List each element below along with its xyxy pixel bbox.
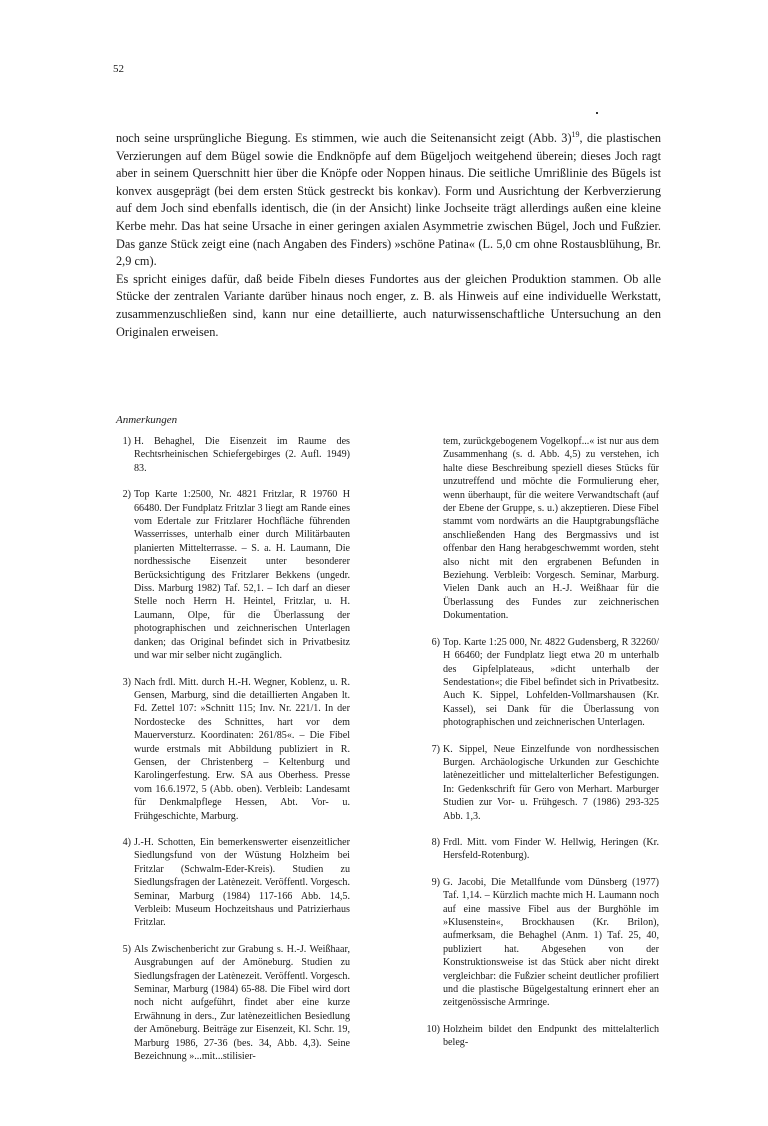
- note-3: [116, 676, 350, 823]
- note-number: 7): [431, 743, 440, 755]
- note-number: 5): [122, 943, 131, 955]
- note-number: 9): [431, 876, 440, 888]
- note-6: [425, 636, 659, 730]
- paragraph-1-text: noch seine ursprüngliche Biegung. Es stimmen, wie auch die Seitenansicht zeigt (Abb. 3): [116, 131, 572, 145]
- note-9: [425, 876, 659, 1010]
- paragraph-1-text-cont: , die plastischen Verzierungen auf dem Bügel sowie die Endknöpfe auf dem Bügeljoch weitgehend überein; dieses Joch ragt aber in seinem Querschnitt hier über die Knöpfe oder Noppen hinaus. Die seitliche Umrißlinie des Bügels ist konvex ausgeprägt (bei dem ersten Stück gestreckt bis konkav). Form und Ausrichtung der Kerbverzierung auf dem Joch sind ebenfalls identisch, die (in der Ansicht) linke Jochseite trägt allerdings außen eine kleine Kerbe mehr. Das hat seine Ursache in einer geringen axialen Asymmetrie zwischen Bügel, Joch und Fußzier. Das ganze Stück zeigt eine (nach Angaben des Finders) »schöne Patina« (L. 5,0 cm ohne Rostausblühung, Br. 2,9 cm).: [116, 131, 661, 269]
- notes-right-column: [425, 435, 659, 1063]
- note-7: [425, 743, 659, 823]
- note-text: Nach frdl. Mitt. durch H.-H. Wegner, Koblenz, u. R. Gensen, Marburg, sind die detaillierten Angaben lt. Fd. Zettel 107: »Schnitt 115; Inv. Nr. 221/1. In der Nordostecke des Schnittes, hart vor dem Mauerversturz. Koordinaten: 261/85«. – Die Fibel wurde erstmals mit Abbildung publiziert in R. Gensen, der Christenberg – Keltenburg und Karolingerfestung. Erw. SA aus Oberhess. Presse vom 16.6.1972, 5 (Abb. oben). Verbleib: Landesamt für Denkmalpflege Hessen, Abt. Vor- u. Frühgeschichte, Marburg.: [134, 676, 350, 822]
- page-number: 52: [113, 63, 124, 75]
- note-text: G. Jacobi, Die Metallfunde vom Dünsberg (1977) Taf. 1,14. – Kürzlich machte mich H. Laumann noch auf eine massive Fibel aus der Burghöhle im »Klusenstein«, Brockhausen (Kr. Brilon), aufmerksam, die Behaghel (Anm. 1) Taf. 25, 40, publiziert hat. Abgesehen von der Konstruktionsweise ist das Stück aber nicht direkt vergleichbar: die Fußzier scheint deutlicher profiliert und die plastische Bügelgestaltung erinnert eher an zeitgenössische Armringe.: [443, 876, 659, 1009]
- note-number: 4): [122, 836, 131, 848]
- notes-heading: Anmerkungen: [116, 414, 178, 426]
- note-4: [116, 836, 350, 930]
- paragraph-1: [116, 130, 661, 271]
- stray-dot: [596, 112, 598, 114]
- note-number: 6): [431, 636, 440, 648]
- note-text: Als Zwischenbericht zur Grabung s. H.-J. Weißhaar, Ausgrabungen auf der Amöneburg. Studien zu Siedlungsfragen der Latènezeit. Veröffentl. Vorgesch. Seminar, Marburg (1984) 65-88. Die Fibel wird dort noch nicht aufgeführt, findet aber eine kurze Erwähnung in ders., Zur latènezeitlichen Besiedlung der Amöneburg. Beiträge zur Eisenzeit, Kl. Schr. 19, Marburg 1986, 27-36 (bes. 34, Abb. 4,3). Seine Bezeichnung »...mit...stilisier-: [134, 943, 350, 1063]
- note-text: Top. Karte 1:25 000, Nr. 4822 Gudensberg, R 32260/ H 66460; der Fundplatz liegt etwa 20 m unterhalb des Gipfelplateaus, »dicht unterhalb der Sendestation«; die Fibel befindet sich in Privatbesitz. Auch K. Sippel, Lohfelden-Vollmarshausen (Kr. Kassel), sei Dank für die Überlassung von photographischen und zeichnerischen Unterlagen.: [443, 636, 659, 729]
- paragraph-2: Es spricht einiges dafür, daß beide Fibeln dieses Fundortes aus der gleichen Produktion stammen. Ob alle Stücke der zentralen Variante darüber hinaus noch enger, z. B. als Hinweis auf eine individuelle Werkstatt, zusammenzuschließen sind, kann nur eine detaillierte, auch naturwissenschaftliche Untersuchung an den Originalen erweisen.: [116, 271, 661, 339]
- note-number: 1): [122, 436, 131, 447]
- note-10: [425, 1023, 659, 1050]
- note-number: 10): [426, 1023, 440, 1035]
- note-5-continuation: tem, zurückgebogenem Vogelkopf...« ist nur aus dem Zusammenhang (s. d. Abb. 4,5) zu verstehen, ich halte diese Beschreibung speziell dieses Stücks für unzutreffend und möchte die Formulierung eher, wenn überhaupt, für die weitere Verwandtschaft (auf der Ebene der Gruppe, s. u.) akzeptieren. Diese Fibel stammt vom nordwärts an die Hauptgrabungsfläche anschließenden Hang des Bergmassivs und ist offenbar den Hang herabgeschwemmt worden, steht also nicht mit den ergrabenen Befunden in Beziehung. Verbleib: Vorgesch. Seminar, Marburg. Vielen Dank auch an H.-J. Weißhaar für die Überlassung des Fundes zur zeichnerischen Dokumentation.: [443, 436, 659, 622]
- note-text: Holzheim bildet den Endpunkt des mittelalterlich beleg-: [443, 1023, 659, 1049]
- footnote-ref-19: 19: [571, 129, 580, 139]
- note-8: [425, 836, 659, 863]
- note-1: [116, 435, 350, 475]
- note-text: Top Karte 1:2500, Nr. 4821 Fritzlar, R 19760 H 66480. Der Fundplatz Fritzlar 3 liegt am Rande eines vom Edertale zur Fritzlarer Hochfläche führenden Wasserrisses, unterhalb einer durch Militärbauten planierten Mittelterrasse. – S. a. H. Laumann, Die nordhessische Eisenzeit unter besonderer Berücksichtigung des Fritzlarer Bekkens (ungedr. Diss. Marburg 1982) Taf. 52,1. – Ich darf an dieser Stelle noch Herrn H. Heintel, Fritzlar, u. H. Laumann, Olpe, für die Überlassung der photographischen und zeichnerischen Unterlagen danken; das Original befindet sich in Privatbesitz und war mir selber nicht zugänglich.: [134, 489, 350, 662]
- note-5: [116, 943, 350, 1064]
- note-text: H. Behaghel, Die Eisenzeit im Raume des Rechtsrheinischen Schiefergebirges (2. Aufl. 1949) 83.: [134, 436, 350, 474]
- note-text: J.-H. Schotten, Ein bemerkenswerter eisenzeitlicher Siedlungsfund von der Wüstung Holzheim bei Fritzlar (Schwalm-Eder-Kreis). Studien zu Siedlungsfragen der Latènezeit. Veröffentl. Vorgesch. Seminar, Marburg (1984) 117-166 Abb. 14,5. Verbleib: Museum Hochzeitshaus und Patrizierhaus Fritzlar.: [134, 836, 350, 929]
- note-number: 8): [431, 836, 440, 848]
- note-text: Frdl. Mitt. vom Finder W. Hellwig, Heringen (Kr. Hersfeld-Rotenburg).: [443, 836, 659, 862]
- note-number: 2): [122, 489, 131, 501]
- note-text: K. Sippel, Neue Einzelfunde von nordhessischen Burgen. Archäologische Urkunden zur Geschichte latènezeitlicher und mittelalterlicher Befestigungen. In: Gedenkschrift für Gero von Merhart. Marburger Studien zur Vor- u. Frühgesch. 7 (1986) 293-325 Abb. 1,3.: [443, 743, 659, 822]
- note-2: [116, 488, 350, 662]
- note-number: 3): [122, 676, 131, 688]
- main-text: [116, 130, 661, 341]
- notes-left-column: [116, 435, 350, 1076]
